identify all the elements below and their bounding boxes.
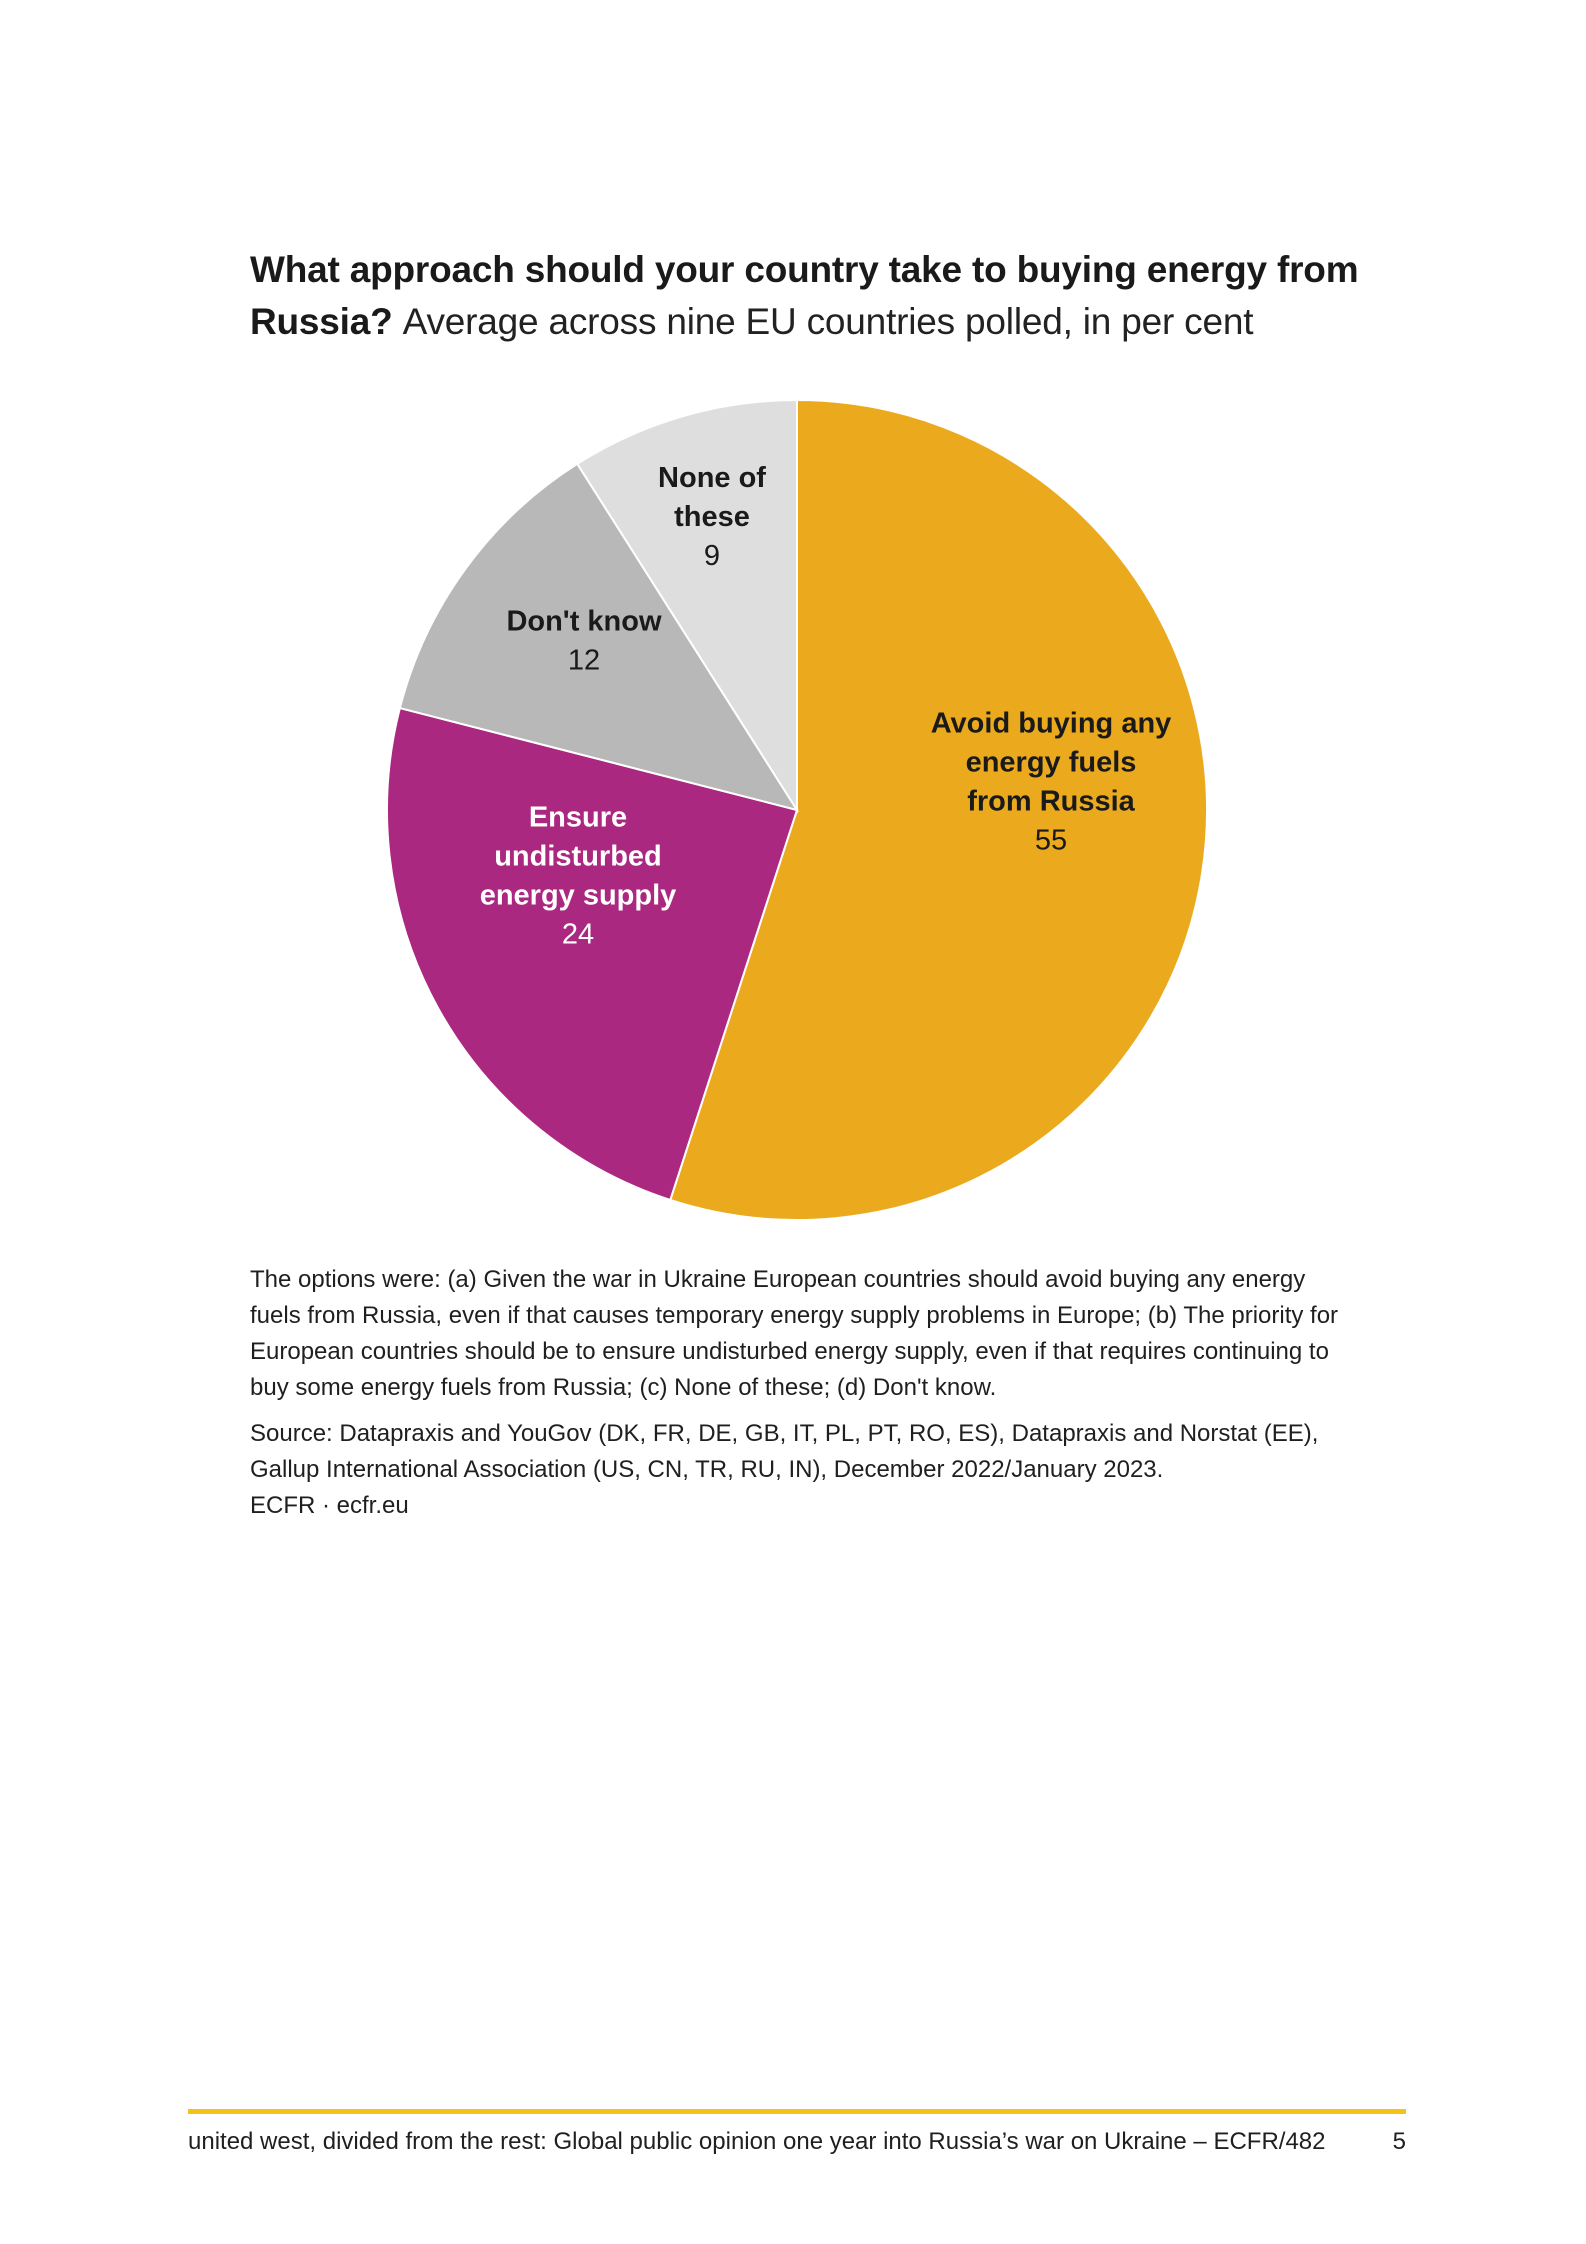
footer-divider <box>188 2109 1406 2114</box>
source-note: Source: Datapraxis and YouGov (DK, FR, DE, GB, IT, PL, PT, RO, ES), Datapraxis and Norstat (EE), Gallup International Association (US, CN, TR, RU, IN), December 2022/January 2023. <box>250 1420 1319 1483</box>
credit-note: ECFR · ecfr.eu <box>250 1492 409 1519</box>
slice-label-name: Avoid buying any <box>930 707 1172 740</box>
slice-label-value: 55 <box>1034 824 1068 857</box>
slice-label-name: undisturbed <box>494 840 662 873</box>
slice-label-name: None of <box>658 462 766 494</box>
slice-label-name: Ensure <box>528 801 628 834</box>
slice-label-name: energy supply <box>479 879 677 912</box>
slice-label-value: 12 <box>567 644 601 677</box>
slice-label-value: 24 <box>561 918 595 951</box>
footer-running-title: united west, divided from the rest: Global public opinion one year into Russia’s war on Ukraine – ECFR/482 <box>188 2128 1326 2155</box>
slice-label-value: 9 <box>703 540 721 572</box>
chart-title-question: What approach should your country take to buying energy from Russia? <box>250 249 1359 342</box>
slice-label-name: Don't know <box>506 605 662 638</box>
slice-label-name: from Russia <box>967 785 1135 818</box>
options-note: The options were: (a) Given the war in Ukraine European countries should avoid buying any energy fuels from Russia, even if that causes temporary energy supply problems in Europe; (b) The priority for European countries should be to ensure undisturbed energy supply, even if that requires continuing to buy some energy fuels from Russia; (c) None of these; (d) Don't know. <box>250 1266 1339 1401</box>
slice-label-name: these <box>674 501 750 533</box>
chart-notes <box>250 1262 1360 1534</box>
slice-label-name: energy fuels <box>965 746 1137 779</box>
page-number: 5 <box>1392 2128 1406 2155</box>
chart-subtitle: Average across nine EU countries polled, in per cent <box>402 301 1254 342</box>
